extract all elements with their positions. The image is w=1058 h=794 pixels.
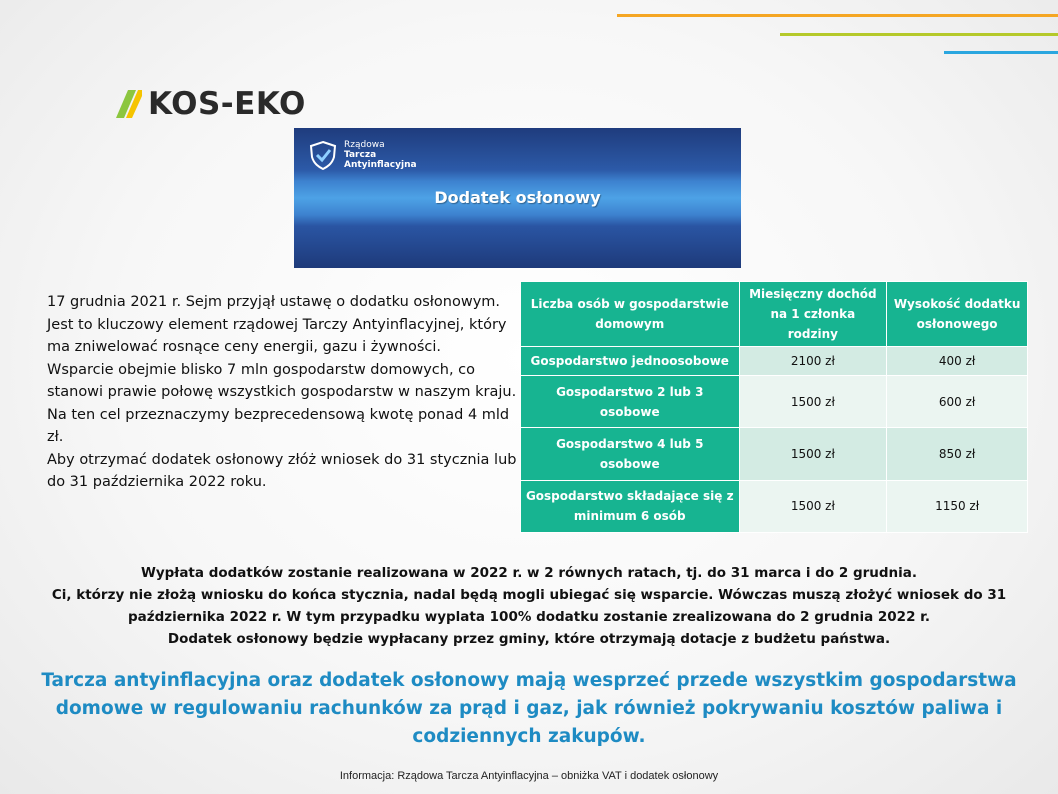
highlight-text <box>40 667 1018 751</box>
benefit-cell: 400 zł <box>887 347 1028 376</box>
intro-paragraph-3: Wsparcie obejmie blisko 7 mln gospodarstw domowych, co stanowi prawie połowę wszystkich gospodarstw w naszym kraju. Na ten cel przeznaczymy bezprecedensową kwotę ponad 4 mld zł. <box>47 361 517 445</box>
benefit-cell: 850 zł <box>887 428 1028 480</box>
banner <box>294 128 741 268</box>
highlight-paragraph: Tarcza antyinflacyjna oraz dodatek osłonowy mają wesprzeć przede wszystkim gospodarstwa domowe w regulowaniu rachunków za prąd i gaz, jak również pokrywaniu kosztów paliwa i codziennych zakupów. <box>41 670 1017 747</box>
badge-line-2: Tarcza <box>344 150 377 160</box>
intro-paragraph-4: Aby otrzymać dodatek osłonowy złóż wniosek do 31 stycznia lub do 31 października 2022 roku. <box>47 451 517 490</box>
income-cell: 2100 zł <box>739 347 887 376</box>
header-household-size: Liczba osób w gospodarstwie domowym <box>521 282 740 347</box>
table-row <box>521 347 1028 376</box>
decorative-line-orange <box>617 14 1058 17</box>
decorative-line-blue <box>944 51 1058 54</box>
logo-text: KOS-EKO <box>148 86 306 122</box>
header-benefit-amount: Wysokość dodatku osłonowego <box>887 282 1028 347</box>
kos-eko-logo-icon <box>116 90 142 118</box>
note-3: Dodatek osłonowy będzie wypłacany przez gminy, które otrzymają dotacje z budżetu państwa. <box>167 631 891 647</box>
note-1: Wypłata dodatków zostanie realizowana w 2022 r. w 2 równych ratach, tj. do 31 marca i do 2 grudnia. <box>140 565 918 581</box>
income-cell: 1500 zł <box>739 480 887 532</box>
benefit-cell: 1150 zł <box>887 480 1028 532</box>
badge-line-3: Antyinflacyjna <box>344 160 417 170</box>
household-size-cell: Gospodarstwo składające się z minimum 6 osób <box>521 480 740 532</box>
badge-line-1: Rządowa <box>344 140 385 150</box>
household-size-cell: Gospodarstwo 2 lub 3 osobowe <box>521 376 740 428</box>
table-row <box>521 428 1028 480</box>
income-cell: 1500 zł <box>739 376 887 428</box>
payment-notes <box>20 562 1038 650</box>
intro-text <box>47 291 517 494</box>
banner-badge-text <box>344 140 417 170</box>
table-row <box>521 376 1028 428</box>
household-size-cell: Gospodarstwo 4 lub 5 osobowe <box>521 428 740 480</box>
banner-badge <box>308 140 417 170</box>
intro-paragraph-1: 17 grudnia 2021 r. Sejm przyjął ustawę o dodatku osłonowym. <box>47 294 501 310</box>
intro-paragraph-2: Jest to kluczowy element rządowej Tarczy Antyinflacyjnej, który ma zniwelować rosnące ceny energii, gazu i żywności. <box>47 316 507 355</box>
shield-icon <box>308 140 338 170</box>
decorative-line-green <box>780 33 1058 36</box>
table-header-row <box>521 282 1028 347</box>
banner-title: Dodatek osłonowy <box>434 188 601 207</box>
header-monthly-income: Miesięczny dochód na 1 członka rodziny <box>739 282 887 347</box>
household-size-cell: Gospodarstwo jednoosobowe <box>521 347 740 376</box>
kos-eko-logo <box>116 86 306 122</box>
income-cell: 1500 zł <box>739 428 887 480</box>
note-2: Ci, którzy nie złożą wniosku do końca stycznia, nadal będą mogli ubiegać się wsparcie. Wówczas muszą złożyć wniosek do 31 października 2022 r. W tym przypadku wyplata 100% dodatku zostanie zrealizowana do 2 grudnia 2022 r. <box>51 587 1007 625</box>
benefit-table <box>520 281 1028 533</box>
table-row <box>521 480 1028 532</box>
source-footer: Informacja: Rządowa Tarcza Antyinflacyjna – obniżka VAT i dodatek osłonowy <box>339 770 719 782</box>
benefit-cell: 600 zł <box>887 376 1028 428</box>
